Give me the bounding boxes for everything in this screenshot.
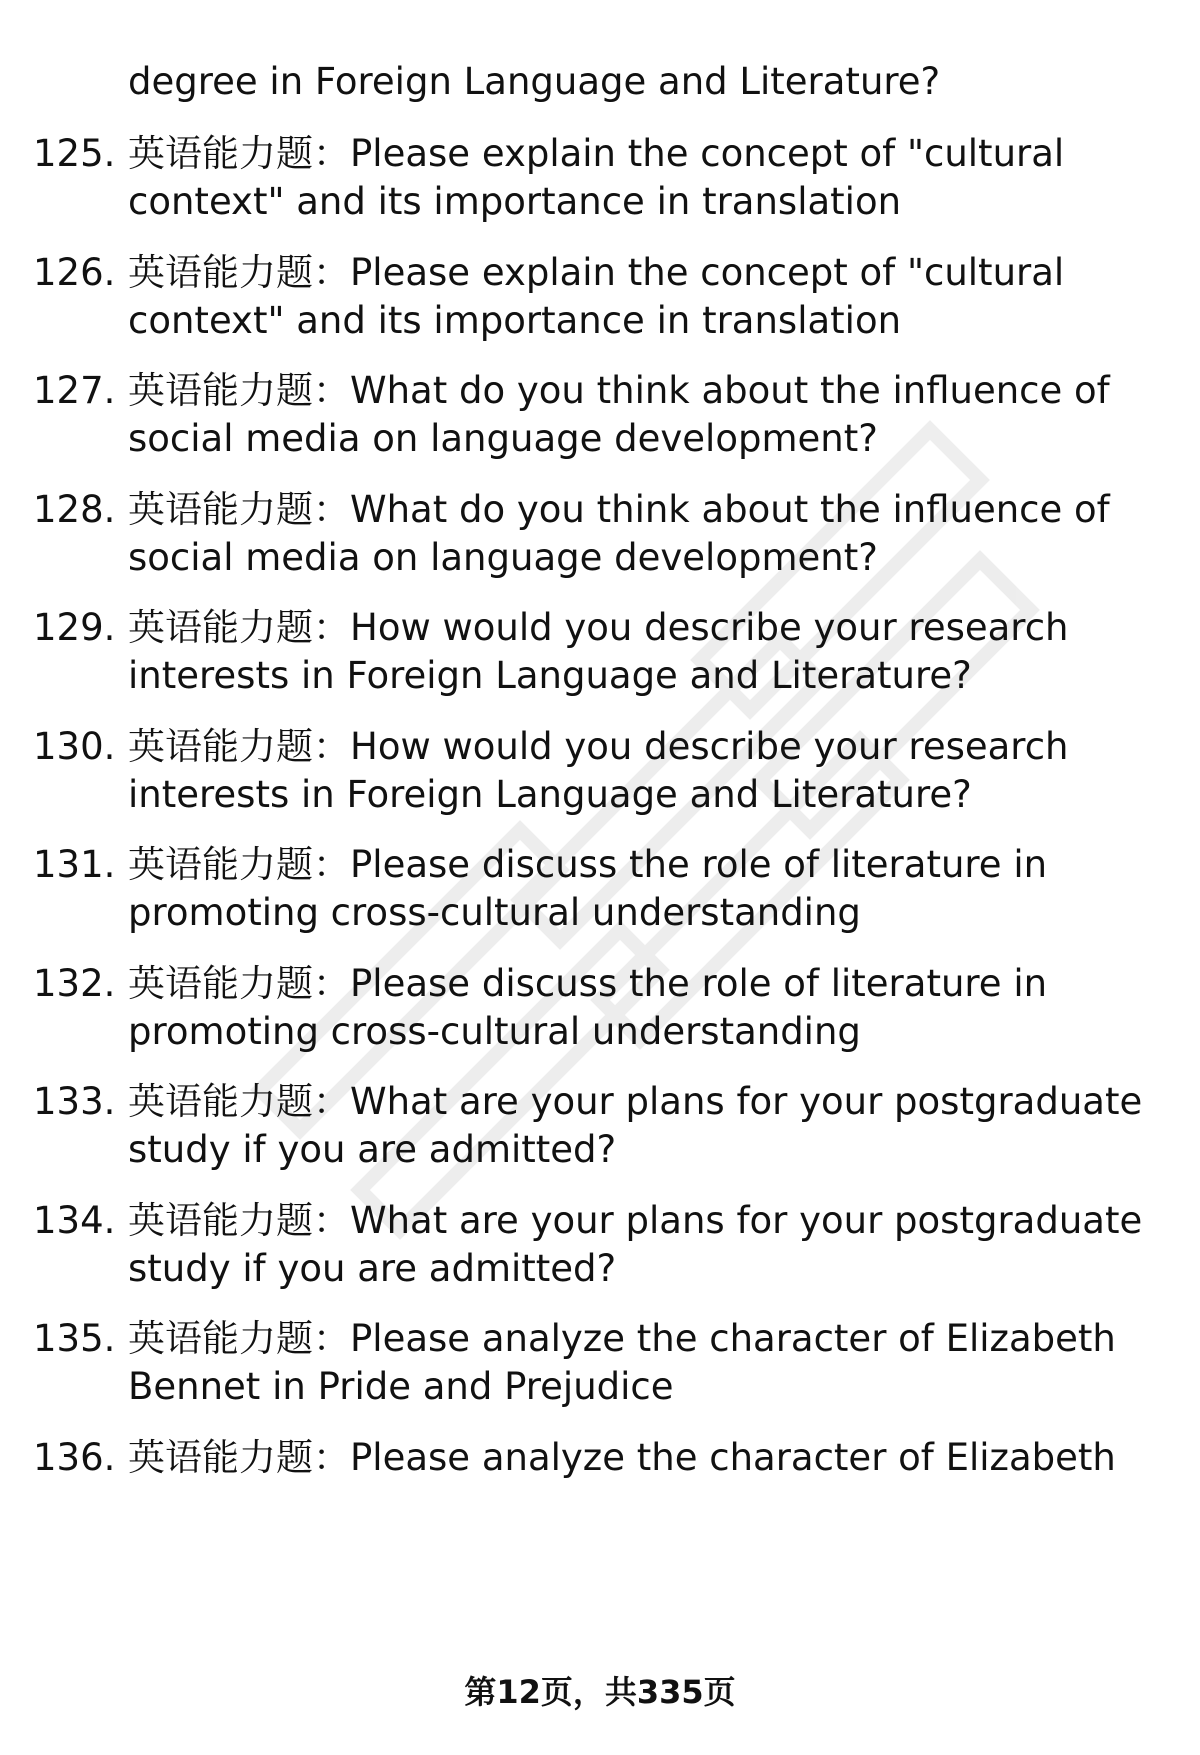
item-text-line: context" and its importance in translation — [128, 180, 902, 223]
item-text — [128, 1197, 1143, 1293]
item-number: 135. — [33, 1317, 116, 1360]
item-text-line: Bennet in Pride and Prejudice — [128, 1365, 674, 1408]
item-number: 128. — [33, 488, 116, 531]
item-text-line: interests in Foreign Language and Literature? — [128, 773, 972, 816]
item-text-line: social media on language development? — [128, 536, 878, 579]
item-number: 136. — [33, 1436, 116, 1479]
item-text-line: interests in Foreign Language and Literature? — [128, 654, 972, 697]
item-number: 134. — [33, 1199, 116, 1242]
item-number: 125. — [33, 132, 116, 175]
item-text — [128, 486, 1138, 582]
page-number-footer: 第12页，共335页 — [464, 1673, 736, 1711]
item-text — [128, 130, 1138, 226]
item-text-line: promoting cross-cultural understanding — [128, 1010, 861, 1053]
continuation-text: degree in Foreign Language and Literature? — [128, 60, 941, 103]
item-text-line: 英语能力题：Please analyze the character of Elizabeth — [128, 1436, 1116, 1479]
item-text-line: 英语能力题：What are your plans for your postgraduate — [128, 1080, 1143, 1123]
item-number: 127. — [33, 369, 116, 412]
item-text — [128, 1078, 1143, 1174]
item-number: 132. — [33, 962, 116, 1005]
item-number: 126. — [33, 251, 116, 294]
item-text — [128, 723, 1138, 819]
item-text — [128, 960, 1138, 1056]
item-text-line: social media on language development? — [128, 417, 878, 460]
item-number: 131. — [33, 843, 116, 886]
item-number: 129. — [33, 606, 116, 649]
item-number: 133. — [33, 1080, 116, 1123]
item-text-line: 英语能力题：What do you think about the influence of — [128, 488, 1110, 531]
item-text-line: 英语能力题：Please explain the concept of "cultural — [128, 251, 1065, 294]
item-text-line: context" and its importance in translation — [128, 299, 902, 342]
item-text — [128, 1434, 1138, 1482]
item-text-line: 英语能力题：How would you describe your research — [128, 606, 1069, 649]
item-text-line: study if you are admitted? — [128, 1128, 617, 1171]
item-text — [128, 367, 1138, 463]
item-text-line: promoting cross-cultural understanding — [128, 891, 861, 934]
item-text — [128, 1315, 1138, 1411]
item-text-line: 英语能力题：Please explain the concept of "cultural — [128, 132, 1065, 175]
item-text-line: 英语能力题：How would you describe your research — [128, 725, 1069, 768]
item-number: 130. — [33, 725, 116, 768]
item-text-line: 英语能力题：What are your plans for your postgraduate — [128, 1199, 1143, 1242]
item-text — [128, 604, 1138, 700]
item-text-line: study if you are admitted? — [128, 1247, 617, 1290]
item-text-line: 英语能力题：Please discuss the role of literature in — [128, 962, 1048, 1005]
item-text-line: 英语能力题：Please analyze the character of Elizabeth — [128, 1317, 1116, 1360]
item-text — [128, 249, 1138, 345]
item-text — [128, 841, 1138, 937]
item-text-line: 英语能力题：Please discuss the role of literature in — [128, 843, 1048, 886]
item-text-line: 英语能力题：What do you think about the influence of — [128, 369, 1110, 412]
